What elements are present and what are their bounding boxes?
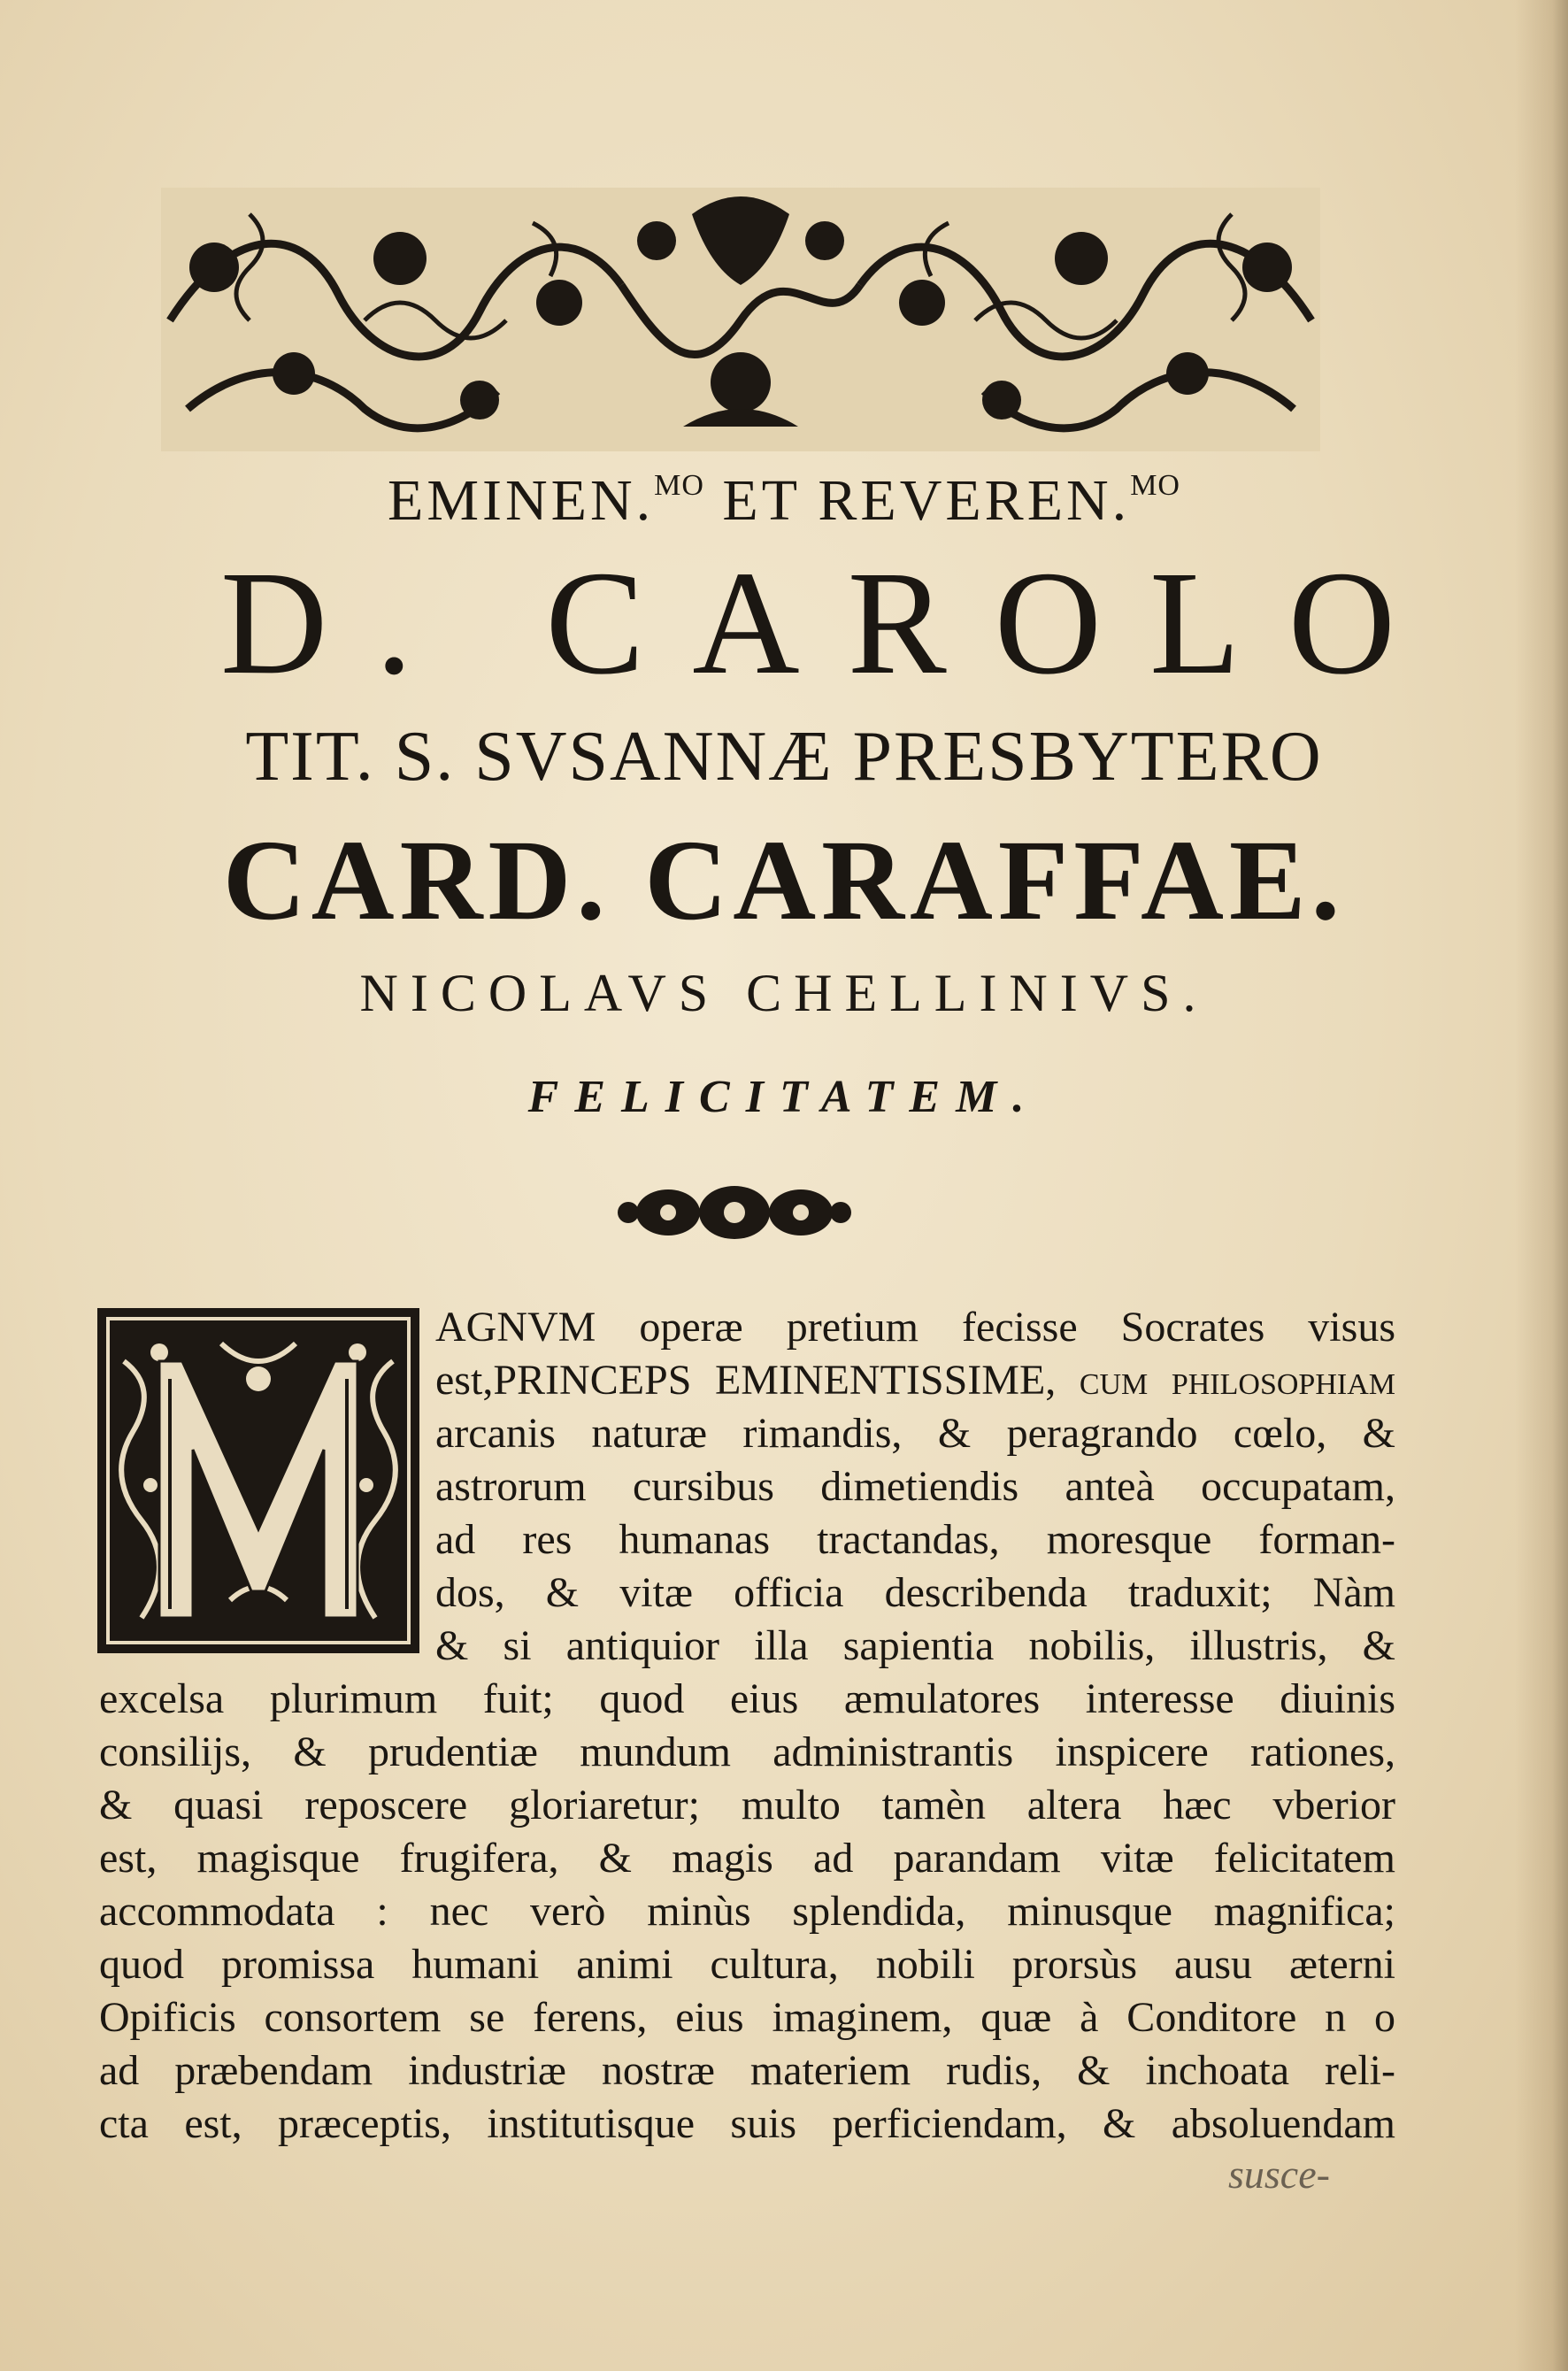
dedication-surname-line: CARD. CARAFFAE. (222, 817, 1346, 944)
paragraph-full (99, 1673, 1395, 2151)
text-line: quod promissa humani animi cultura, nobili prorsùs ausu æterni (99, 1941, 1395, 1988)
text-line: astrorum cursibus dimetiendis anteà occupatam, (435, 1463, 1395, 1510)
text-line: accommodata : nec verò minùs splendida, minusque magnifica; (99, 1888, 1395, 1935)
dedication-title-line: TIT. S. SVSANNÆ PRESBYTERO (245, 718, 1323, 796)
decorated-initial-m (97, 1308, 419, 1653)
text-line: consilijs, & prudentiæ mundum administrantis inspicere rationes, (99, 1728, 1395, 1775)
text-line: Opificis consortem se ferens, eius imaginem, quæ à Conditore n o (99, 1994, 1395, 2041)
author-line: NICOLAVS CHELLINIVS. (359, 964, 1209, 1022)
text-line: cta est, præceptis, institutisque suis perficiendam, & absoluendam (99, 2100, 1395, 2147)
text-line: arcanis naturæ rimandis, & peragrando cœlo, & (435, 1410, 1395, 1457)
felicitatem-line: FELICITATEM. (527, 1072, 1041, 1122)
ornamental-headpiece (161, 188, 1320, 451)
text-line: ad res humanas tractandas, moresque forman- (435, 1516, 1395, 1563)
text-line: excelsa plurimum fuit; quod eius æmulatores interesse diuinis (99, 1675, 1395, 1722)
text-line: dos, & vitæ officia describenda traduxit; Nàm (435, 1569, 1395, 1616)
eminen-sup: MO (654, 469, 704, 502)
text-line (435, 1354, 1395, 1407)
catchword: susce- (1228, 2152, 1330, 2197)
text-line-content: operæ pretium fecisse Socrates visus (639, 1304, 1395, 1351)
page-edge-shadow (1515, 0, 1568, 2371)
text-line: est, magisque frugifera, & magis ad parandam vitæ felicitatem (99, 1835, 1395, 1882)
text-line: & si antiquior illa sapientia nobilis, illustris, & (435, 1622, 1395, 1669)
reveren-sup: MO (1130, 469, 1180, 502)
dedication-name-line: D. CAROLO (219, 541, 1444, 705)
eminen-text: EMINEN. (388, 468, 655, 533)
text-line (435, 1301, 1395, 1354)
paragraph-indented (435, 1301, 1395, 1673)
text-line: & quasi reposcere gloriaretur; multo tamèn altera hæc vberior (99, 1782, 1395, 1828)
dedication-line-1 (0, 467, 1568, 535)
text-line-content: PRINCEPS EMINENTISSIME, cum philosophiam (493, 1357, 1395, 1404)
text-line-prefix: est, (435, 1357, 494, 1404)
first-word: AGNVM (435, 1304, 596, 1351)
fleuron-ornament (615, 1173, 854, 1252)
text-line: ad præbendam industriæ nostræ materiem rudis, & inchoata reli- (99, 2047, 1395, 2094)
reveren-text: ET REVEREN. (703, 468, 1131, 533)
